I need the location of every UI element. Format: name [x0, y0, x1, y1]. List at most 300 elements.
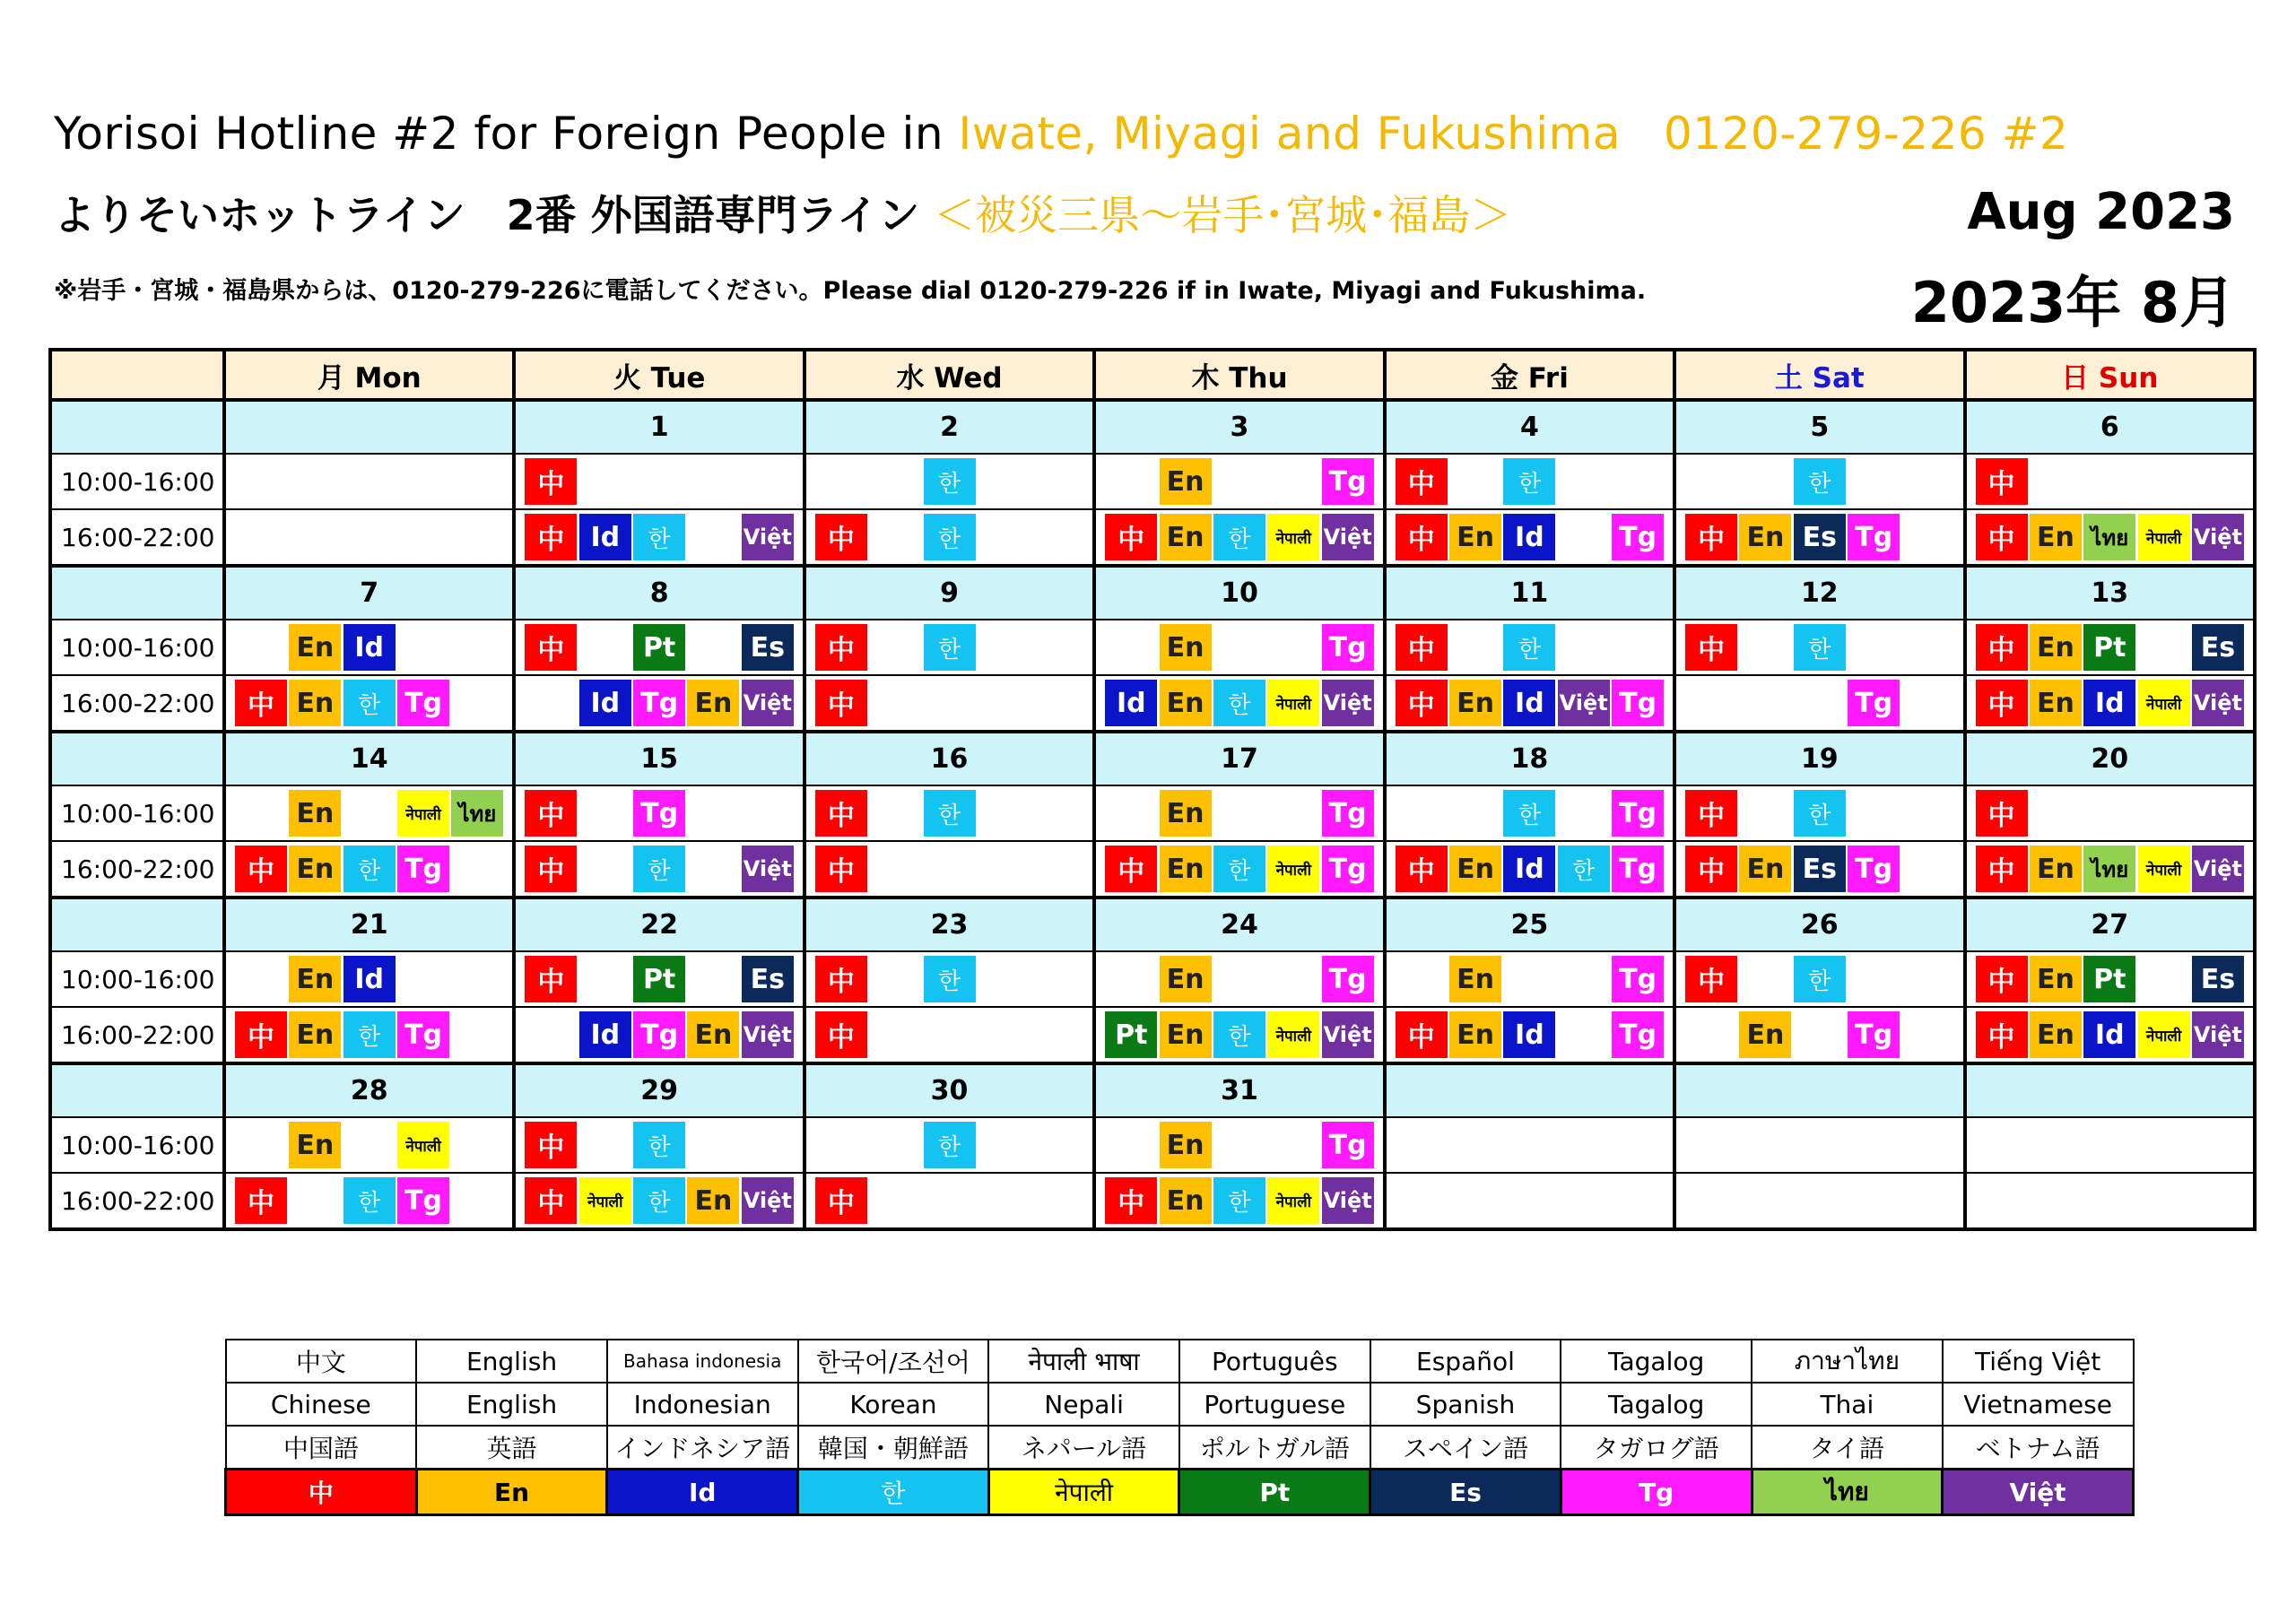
time-slot-row	[50, 1173, 2255, 1229]
slot-cell-thu	[1094, 1117, 1384, 1173]
lang-badge-ko: 한	[344, 680, 396, 726]
empty-badge-slot	[869, 624, 921, 671]
empty-badge-slot	[1685, 1177, 1737, 1224]
language-badges	[516, 1122, 802, 1168]
date-cell-wed: 30	[804, 1063, 1094, 1117]
date-cell-wed: 16	[804, 732, 1094, 785]
empty-badge-slot	[924, 1011, 976, 1058]
empty-badge-slot	[1449, 624, 1501, 671]
lang-badge-tg: Tg	[1322, 1122, 1374, 1168]
lang-badge-en: En	[289, 624, 341, 671]
legend-japanese-row	[226, 1426, 2134, 1470]
title-text: Yorisoi Hotline #2 for Foreign People in	[54, 108, 944, 160]
slot-cell-sun	[1965, 509, 2255, 566]
empty-badge-slot	[1031, 956, 1083, 1002]
legend-code-row	[226, 1470, 2134, 1515]
language-badges	[1096, 1011, 1382, 1058]
lang-badge-tg: Tg	[1322, 790, 1374, 837]
slot-cell-thu	[1094, 454, 1384, 509]
empty-badge-slot	[742, 790, 794, 837]
empty-badge-slot	[451, 846, 503, 892]
lang-badge-en: En	[1160, 1011, 1212, 1058]
date-cell-tue: 22	[514, 898, 804, 951]
language-badges	[1387, 1122, 1673, 1168]
language-badges	[1096, 1177, 1382, 1224]
empty-badge-slot	[1901, 624, 1953, 671]
empty-badge-slot	[1612, 1177, 1664, 1224]
time-slot-label: 16:00-22:00	[50, 1173, 224, 1229]
empty-badge-slot	[633, 458, 685, 505]
empty-badge-slot	[1031, 846, 1083, 892]
language-badges	[806, 624, 1092, 671]
language-badges	[1096, 1122, 1382, 1168]
empty-badge-slot	[1612, 624, 1664, 671]
language-badges	[1676, 956, 1962, 1002]
empty-badge-slot	[1739, 956, 1791, 1002]
lang-badge-en: En	[2030, 846, 2082, 892]
date-row-label	[50, 1063, 224, 1117]
lang-badge-tg: Tg	[1322, 956, 1374, 1002]
lang-badge-id: Id	[2083, 680, 2135, 726]
empty-badge-slot	[2192, 1122, 2244, 1168]
slot-cell-wed	[804, 509, 1094, 566]
lang-badge-en: En	[289, 790, 341, 837]
lang-badge-zh: 中	[815, 680, 867, 726]
empty-badge-slot	[1848, 956, 1900, 1002]
lang-badge-ko: 한	[924, 790, 976, 837]
month-label-en: Aug 2023	[1967, 183, 2235, 241]
date-cell-tue: 1	[514, 400, 804, 454]
lang-badge-id: Id	[579, 1011, 631, 1058]
empty-badge-slot	[1396, 956, 1448, 1002]
slot-cell-sat	[1674, 454, 1964, 509]
language-badges	[1967, 680, 2253, 726]
lang-badge-ko: 한	[633, 514, 685, 560]
date-cell-sat: 5	[1674, 400, 1964, 454]
slot-cell-wed	[804, 841, 1094, 898]
language-badges	[806, 790, 1092, 837]
slot-cell-thu	[1094, 675, 1384, 732]
language-badges	[1676, 458, 1962, 505]
empty-badge-slot	[978, 1177, 1030, 1224]
lang-badge-zh: 中	[815, 624, 867, 671]
lang-badge-en: En	[1160, 790, 1212, 837]
date-cell-sat: 26	[1674, 898, 1964, 951]
empty-badge-slot	[1901, 680, 1953, 726]
lang-badge-th: ไทย	[2083, 846, 2135, 892]
lang-badge-zh: 中	[1396, 624, 1448, 671]
empty-badge-slot	[687, 846, 739, 892]
language-badges	[226, 680, 512, 726]
slot-cell-tue	[514, 1007, 804, 1063]
legend-code-es: Es	[1370, 1470, 1561, 1515]
legend-code-zh: 中	[226, 1470, 417, 1515]
lang-badge-vi: Việt	[742, 846, 794, 892]
empty-badge-slot	[344, 514, 396, 560]
empty-badge-slot	[869, 846, 921, 892]
lang-badge-ko: 한	[344, 846, 396, 892]
lang-badge-zh: 中	[815, 846, 867, 892]
lang-badge-ko: 한	[1213, 680, 1265, 726]
legend-japanese: タイ語	[1752, 1426, 1943, 1470]
legend-japanese: インドネシア語	[607, 1426, 798, 1470]
slot-cell-sun	[1965, 1007, 2255, 1063]
lang-badge-en: En	[1449, 514, 1501, 560]
language-badges	[1967, 1177, 2253, 1224]
empty-badge-slot	[1213, 790, 1265, 837]
lang-badge-vi: Việt	[1322, 514, 1374, 560]
lang-badge-ko: 한	[1794, 956, 1846, 1002]
empty-badge-slot	[525, 1011, 577, 1058]
language-badges	[1387, 458, 1673, 505]
language-badges	[806, 1177, 1092, 1224]
lang-badge-vi: Việt	[2192, 680, 2244, 726]
date-cell-fri: 4	[1385, 400, 1674, 454]
slot-cell-mon	[224, 785, 514, 841]
language-badges	[1676, 1122, 1962, 1168]
lang-badge-ko: 한	[344, 1011, 396, 1058]
date-cell-wed: 2	[804, 400, 1094, 454]
lang-badge-zh: 中	[1976, 624, 2028, 671]
slot-cell-sat	[1674, 675, 1964, 732]
slot-cell-sun	[1965, 841, 2255, 898]
slot-cell-sun	[1965, 454, 2255, 509]
lang-badge-zh: 中	[1396, 1011, 1448, 1058]
empty-badge-slot	[397, 956, 449, 1002]
slot-cell-sun	[1965, 1173, 2255, 1229]
lang-badge-tg: Tg	[1612, 1011, 1664, 1058]
lang-badge-zh: 中	[1976, 956, 2028, 1002]
slot-cell-fri	[1385, 841, 1674, 898]
lang-badge-zh: 中	[1396, 514, 1448, 560]
lang-badge-tg: Tg	[1612, 680, 1664, 726]
empty-badge-slot	[451, 956, 503, 1002]
empty-badge-slot	[235, 458, 287, 505]
date-cell-tue: 8	[514, 566, 804, 620]
slot-cell-wed	[804, 951, 1094, 1007]
empty-badge-slot	[579, 458, 631, 505]
lang-badge-ne: नेपाली	[2138, 846, 2190, 892]
lang-badge-zh: 中	[525, 1122, 577, 1168]
empty-badge-slot	[924, 846, 976, 892]
empty-badge-slot	[1267, 624, 1319, 671]
lang-badge-zh: 中	[1105, 514, 1157, 560]
weekday-sat: 土 Sat	[1674, 350, 1964, 400]
legend-code-th: ไทย	[1752, 1470, 1943, 1515]
lang-badge-en: En	[2030, 680, 2082, 726]
slot-cell-mon	[224, 951, 514, 1007]
weekday-fri: 金 Fri	[1385, 350, 1674, 400]
lang-badge-zh: 中	[815, 790, 867, 837]
empty-badge-slot	[924, 1177, 976, 1224]
legend-english: Portuguese	[1179, 1383, 1370, 1426]
empty-badge-slot	[978, 790, 1030, 837]
lang-badge-vi: Việt	[1558, 680, 1610, 726]
lang-badge-ko: 한	[1794, 790, 1846, 837]
slot-cell-fri	[1385, 1173, 1674, 1229]
empty-badge-slot	[978, 680, 1030, 726]
lang-badge-vi: Việt	[2192, 846, 2244, 892]
language-badges	[1387, 956, 1673, 1002]
lang-badge-ko: 한	[1794, 624, 1846, 671]
date-cell-mon: 28	[224, 1063, 514, 1117]
slot-cell-tue	[514, 620, 804, 675]
lang-badge-zh: 中	[235, 1177, 287, 1224]
empty-badge-slot	[1031, 458, 1083, 505]
date-cell-tue: 15	[514, 732, 804, 785]
empty-badge-slot	[1901, 1177, 1953, 1224]
date-cell-thu: 31	[1094, 1063, 1384, 1117]
lang-badge-es: Es	[1794, 846, 1846, 892]
date-cell-thu: 24	[1094, 898, 1384, 951]
lang-badge-ko: 한	[1213, 1177, 1265, 1224]
language-badges	[1096, 846, 1382, 892]
date-cell-sun: 27	[1965, 898, 2255, 951]
lang-badge-es: Es	[2192, 956, 2244, 1002]
lang-badge-es: Es	[1794, 514, 1846, 560]
lang-badge-zh: 中	[815, 1011, 867, 1058]
empty-badge-slot	[451, 624, 503, 671]
date-row	[50, 1063, 2255, 1117]
language-badges	[226, 458, 512, 505]
slot-cell-sat	[1674, 951, 1964, 1007]
empty-badge-slot	[1449, 458, 1501, 505]
empty-badge-slot	[1105, 956, 1157, 1002]
legend-native: Tiếng Việt	[1943, 1340, 2134, 1383]
lang-badge-tg: Tg	[397, 680, 449, 726]
lang-badge-ne: नेपाली	[579, 1177, 631, 1224]
empty-badge-slot	[869, 956, 921, 1002]
empty-badge-slot	[1739, 624, 1791, 671]
empty-badge-slot	[1031, 1011, 1083, 1058]
lang-badge-es: Es	[742, 956, 794, 1002]
language-badges	[1096, 956, 1382, 1002]
empty-badge-slot	[2030, 458, 2082, 505]
weekday-thu: 木 Thu	[1094, 350, 1384, 400]
language-badges	[1387, 846, 1673, 892]
slot-cell-sat	[1674, 620, 1964, 675]
empty-badge-slot	[1848, 1177, 1900, 1224]
slot-cell-wed	[804, 1007, 1094, 1063]
empty-badge-slot	[1213, 956, 1265, 1002]
empty-badge-slot	[687, 956, 739, 1002]
lang-badge-zh: 中	[1685, 790, 1737, 837]
date-row-label	[50, 400, 224, 454]
language-badges	[1676, 624, 1962, 671]
lang-badge-id: Id	[2083, 1011, 2135, 1058]
lang-badge-en: En	[1739, 1011, 1791, 1058]
lang-badge-ko: 한	[924, 458, 976, 505]
empty-badge-slot	[235, 624, 287, 671]
empty-badge-slot	[1794, 1177, 1846, 1224]
empty-badge-slot	[869, 680, 921, 726]
lang-badge-id: Id	[344, 624, 396, 671]
lang-badge-en: En	[1160, 846, 1212, 892]
slot-cell-mon	[224, 509, 514, 566]
legend-native: ภาษาไทย	[1752, 1340, 1943, 1383]
lang-badge-zh: 中	[1685, 956, 1737, 1002]
lang-badge-tg: Tg	[1322, 846, 1374, 892]
legend-native: Bahasa indonesia	[607, 1340, 798, 1383]
lang-badge-ko: 한	[633, 1122, 685, 1168]
lang-badge-vi: Việt	[742, 680, 794, 726]
language-badges	[226, 1122, 512, 1168]
date-row	[50, 732, 2255, 785]
lang-badge-zh: 中	[235, 1011, 287, 1058]
time-slot-label: 10:00-16:00	[50, 785, 224, 841]
empty-badge-slot	[289, 1177, 341, 1224]
empty-badge-slot	[2083, 790, 2135, 837]
slot-cell-sun	[1965, 675, 2255, 732]
lang-badge-zh: 中	[815, 956, 867, 1002]
empty-badge-slot	[289, 458, 341, 505]
slot-cell-mon	[224, 841, 514, 898]
legend-code-en: En	[416, 1470, 607, 1515]
page-subtitle	[54, 183, 1511, 242]
language-badges	[1676, 680, 1962, 726]
legend-native: नेपाली भाषा	[988, 1340, 1179, 1383]
empty-badge-slot	[1901, 458, 1953, 505]
time-slot-label: 10:00-16:00	[50, 620, 224, 675]
empty-badge-slot	[525, 680, 577, 726]
lang-badge-tg: Tg	[633, 1011, 685, 1058]
language-badges	[1096, 514, 1382, 560]
language-badges	[1967, 956, 2253, 1002]
lang-badge-en: En	[289, 680, 341, 726]
empty-badge-slot	[1031, 624, 1083, 671]
lang-badge-ko: 한	[633, 1177, 685, 1224]
language-badges	[806, 1122, 1092, 1168]
weekday-sun: 日 Sun	[1965, 350, 2255, 400]
language-badges	[226, 846, 512, 892]
lang-badge-ne: नेपाली	[1267, 1011, 1319, 1058]
lang-badge-pt: Pt	[633, 956, 685, 1002]
language-badges	[1387, 624, 1673, 671]
empty-badge-slot	[579, 1122, 631, 1168]
empty-badge-slot	[1612, 1122, 1664, 1168]
lang-badge-en: En	[2030, 956, 2082, 1002]
legend-english: Nepali	[988, 1383, 1179, 1426]
lang-badge-vi: Việt	[742, 1177, 794, 1224]
slot-cell-mon	[224, 1173, 514, 1229]
empty-badge-slot	[579, 956, 631, 1002]
date-cell-mon: 21	[224, 898, 514, 951]
empty-badge-slot	[2030, 1177, 2082, 1224]
empty-badge-slot	[869, 1177, 921, 1224]
date-cell-fri: 11	[1385, 566, 1674, 620]
legend-english: Indonesian	[607, 1383, 798, 1426]
weekday-header-row	[50, 350, 2255, 400]
empty-badge-slot	[1031, 514, 1083, 560]
empty-badge-slot	[1685, 1011, 1737, 1058]
empty-badge-slot	[397, 514, 449, 560]
empty-badge-slot	[1848, 624, 1900, 671]
lang-badge-ne: नेपाली	[397, 790, 449, 837]
time-slot-label: 16:00-22:00	[50, 509, 224, 566]
lang-badge-ko: 한	[1503, 624, 1555, 671]
title-region: Iwate, Miyagi and Fukushima	[958, 108, 1622, 160]
empty-badge-slot	[451, 458, 503, 505]
empty-badge-slot	[1449, 1177, 1501, 1224]
empty-badge-slot	[815, 458, 867, 505]
language-badges	[1387, 680, 1673, 726]
empty-badge-slot	[451, 1122, 503, 1168]
language-badges	[1676, 1011, 1962, 1058]
lang-badge-es: Es	[2192, 624, 2244, 671]
lang-badge-tg: Tg	[633, 790, 685, 837]
lang-badge-zh: 中	[1976, 1011, 2028, 1058]
empty-badge-slot	[687, 790, 739, 837]
legend-native-row	[226, 1340, 2134, 1383]
lang-badge-ko: 한	[1213, 514, 1265, 560]
lang-badge-tg: Tg	[1612, 956, 1664, 1002]
slot-cell-wed	[804, 1173, 1094, 1229]
lang-badge-tg: Tg	[397, 846, 449, 892]
empty-badge-slot	[1901, 1122, 1953, 1168]
empty-badge-slot	[687, 1122, 739, 1168]
language-badges	[516, 790, 802, 837]
legend-code-ko: 한	[798, 1470, 989, 1515]
empty-badge-slot	[2138, 790, 2190, 837]
language-badges	[226, 624, 512, 671]
empty-badge-slot	[1267, 790, 1319, 837]
lang-badge-id: Id	[1503, 1011, 1555, 1058]
lang-badge-ko: 한	[1794, 458, 1846, 505]
lang-badge-tg: Tg	[1612, 790, 1664, 837]
empty-badge-slot	[451, 680, 503, 726]
time-slot-row	[50, 951, 2255, 1007]
lang-badge-tg: Tg	[1848, 1011, 1900, 1058]
lang-badge-vi: Việt	[742, 514, 794, 560]
empty-badge-slot	[235, 514, 287, 560]
empty-badge-slot	[1739, 680, 1791, 726]
legend-native: Português	[1179, 1340, 1370, 1383]
slot-cell-tue	[514, 841, 804, 898]
empty-badge-slot	[2138, 458, 2190, 505]
lang-badge-en: En	[289, 846, 341, 892]
legend-japanese: 韓国・朝鮮語	[798, 1426, 989, 1470]
slot-cell-fri	[1385, 1117, 1674, 1173]
language-badges	[1967, 1122, 2253, 1168]
lang-badge-id: Id	[1503, 680, 1555, 726]
empty-badge-slot	[289, 514, 341, 560]
empty-badge-slot	[1848, 458, 1900, 505]
lang-badge-tg: Tg	[1322, 458, 1374, 505]
empty-badge-slot	[1267, 1122, 1319, 1168]
empty-badge-slot	[869, 1122, 921, 1168]
empty-badge-slot	[1976, 1122, 2028, 1168]
empty-badge-slot	[978, 956, 1030, 1002]
lang-badge-en: En	[687, 680, 739, 726]
legend-english: Thai	[1752, 1383, 1943, 1426]
empty-badge-slot	[978, 1011, 1030, 1058]
empty-badge-slot	[1105, 624, 1157, 671]
lang-badge-en: En	[2030, 514, 2082, 560]
slot-cell-fri	[1385, 620, 1674, 675]
subtitle-region: ＜被災三県～岩手･宮城･福島＞	[934, 191, 1512, 239]
legend-japanese: ポルトガル語	[1179, 1426, 1370, 1470]
lang-badge-ko: 한	[633, 846, 685, 892]
date-cell-wed: 23	[804, 898, 1094, 951]
lang-badge-pt: Pt	[633, 624, 685, 671]
slot-cell-thu	[1094, 785, 1384, 841]
language-badges	[1096, 790, 1382, 837]
weekday-mon: 月 Mon	[224, 350, 514, 400]
lang-badge-zh: 中	[1685, 514, 1737, 560]
slot-cell-sat	[1674, 1117, 1964, 1173]
lang-badge-ne: नेपाली	[1267, 1177, 1319, 1224]
slot-cell-mon	[224, 620, 514, 675]
